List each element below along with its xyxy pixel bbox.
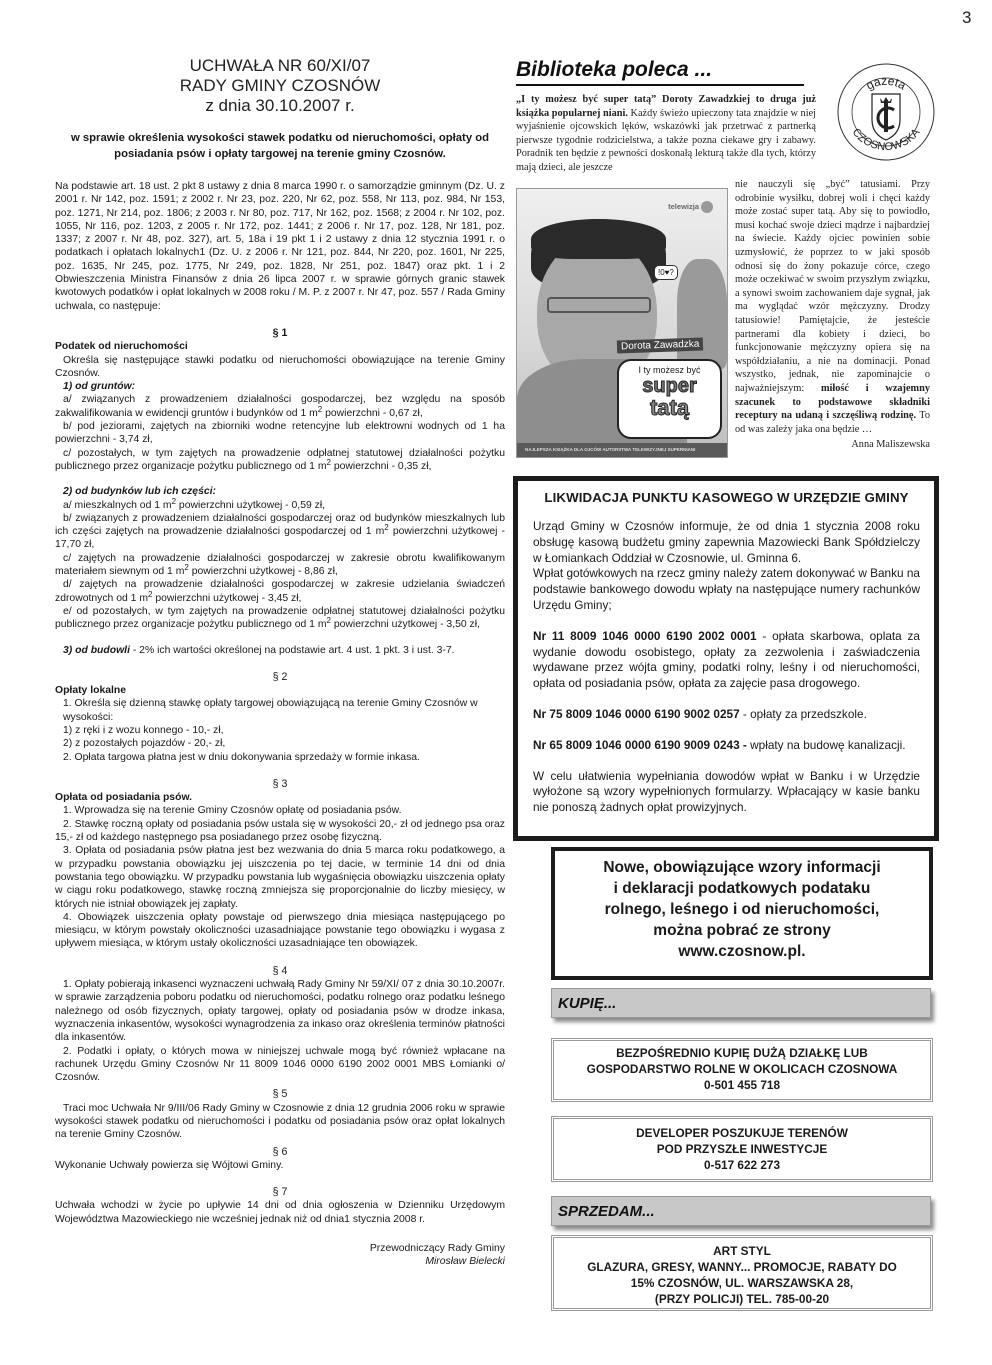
rate-value: powierzchni użytkowej - 17,70 zł, [55,526,505,551]
paragraph-sign: § 3 [272,777,288,790]
account-desc: - opłata skarbowa, oplata za wydanie dowodu osobistego, opłaty za zezwolenia i zaświadczenia wydawane przez wójta gminy, podatki rolny, leśny i od nieruchomości, opłata od posiadania psów, opłata za zajęcie pasa drogowego. [533,628,920,691]
gazeta-czosnowska-logo [836,62,936,162]
resolution-article [55,56,505,1269]
section-heading: Opłaty lokalne [55,685,127,697]
library-lead-text: Każdy świeżo upieczony tata znajdzie w niej wyjaśnienie ojcowskich lęków, wskazówki jak przetrwać z partnerką pierwsze tygodnie rodzicielstwa, a także pozna ciekawe gry i zabawy. Poradnik ten będzie z pewności doskonałą lekturą także dla tych, którzy mają dzieci, ale jeszcze [516,107,816,173]
cover-glasses [547,297,651,313]
section-line: 1. Opłaty pobierają inkasenci wyznaczeni uchwałą Rady Gminy Nr 59/XI/ 07 z dnia 30.10.2007r. w sprawie zarządzenia poboru podatku od nieruchomości, podatku rolnego oraz podatku leśnego należnego od osób fizycznych, opłaty targowej, opłaty od posiadania psów w drodze inkasa, wyznaczenia inkasentów, wysokości wynagrodzenia za inkaso oraz określenia terminów płatności dla inkasentów. [55,979,505,1044]
ad-line: GLAZURA, GRESY, WANNY... PROMOCJE, RABATY DO [587,1260,897,1274]
cover-father [677,259,727,369]
cover-title-bubble [617,359,722,439]
forms-line: rolnego, leśnego i od nieruchomości, [604,901,880,918]
paragraph-sign: § 1 [272,326,288,339]
cover-title-line: super [642,375,697,397]
logo-bottom-text: CZOSNOWSKA [849,126,923,154]
section-line: 1. Określa się dzienną stawkę opłaty targowej obowiązującą na terenie Gminy Czosnów w wysokości: [63,698,478,723]
rate-item [55,578,505,605]
account-item [533,629,920,692]
ad-line: 15% CZOSNÓW, UL. WARSZAWSKA 28, [630,1276,854,1290]
channel-name: telewizja [668,201,699,211]
title-line: z dnia 30.10.2007 r. [205,96,355,115]
account-item [533,707,920,723]
rate-text: b/ związanych z prowadzeniem działalności gospodarczej oraz od budynków mieszkalnych lub ich części zajętych na prowadzenie działalności gospodarczej od 1 m [55,512,505,538]
budynki-list [55,496,505,632]
grunty-list [55,393,505,473]
sell-section-header: SPRZEDAM... [551,1196,931,1226]
ad-phone: 0-517 622 273 [703,1158,781,1172]
forms-line: Nowe, obowiązujące wzory informacji [603,859,881,876]
library-text-top [516,93,816,175]
section-heading: Opłata od posiadania psów. [55,792,193,804]
library-lead-bold: „I ty możesz być super tatą” Doroty Zawadzkiej to druga już książka popularnej niani. [516,94,816,119]
signature-role: Przewodniczący Rady Gminy [369,1243,505,1255]
subsection-heading: 1) od gruntów: [63,381,136,393]
ad-phone: 0-501 455 718 [703,1078,781,1092]
account-item [533,738,920,754]
signature [55,1242,505,1269]
rate-text: c/ zajętych na prowadzenie działalności gospodarczej w zakresie obrotu kwalifikowanym materiałem siewnym od 1 m [55,552,505,578]
rate-text: a/ mieszkalnych od 1 m [63,499,172,511]
rate-item [55,552,505,579]
notice-paragraph: Urząd Gminy w Czosnów informuje, że od dnia 1 stycznia 2008 roku obsługę kasową budżetu gminy zapewnia Mazowiecki Bank Spółdzielczy w Łomiankach Oddział w Czosnowie, ul. Gminna 6. [533,519,920,565]
superscript: 2 [326,457,331,467]
ad-line: BEZPOŚREDNIO KUPIĘ DUŻĄ DZIAŁKĘ LUB [616,1046,868,1060]
cover-author: Dorota Zawadzka [617,337,704,353]
title-line: RADY GMINY CZOSNÓW [179,76,381,95]
section-line: 2. Opłata targowa płatna jest w dniu dokonywania sprzedaży w formie inkasa. [63,751,420,763]
ad-line: DEVELOPER POSZUKUJE TERENÓW [636,1126,848,1140]
ad-line: POD PRZYSZŁE INWESTYCJE [656,1142,828,1156]
superscript: 2 [384,523,389,533]
notice-paragraph: Wpłat gotówkowych na rzecz gminy należy zatem dokonywać w Banku na podstawie bankowego dowodu wpłaty na następujące numery rachunków Urzędu Gminy; [533,566,920,612]
paragraph-sign: § 2 [272,670,288,683]
section-line: 3. Opłata od posiadania psów płatna jest bez wezwania do dnia 5 marca roku podatkowego, a w przypadku powstania obowiązku jej uiszczenia po tej dacie, w terminie 14 dni od dnia powstania tego obowiązku. W przypadku powstania lub wygaśnięcia obowiązku uiszczenia opłaty w ciągu roku podatkowego, stawkę roczną zmniejsza się proporcjonalnie do liczby miesięcy, w których nie istniał obowiązek jej zapłaty. [55,845,505,910]
classified-ad [551,1038,933,1102]
cash-office-notice [513,476,939,841]
forms-line: i deklaracji podatkowych podataku [613,880,871,897]
rate-value: powierzchni użytkowej - 3,45 zł, [152,592,302,604]
resolution-subject: w sprawie określenia wysokości stawek podatku od nieruchomości, opłaty od posiadania psów i opłaty targowej na terenie gminy Czosnów. [70,132,490,160]
budowle-heading: 3) od budowli [63,644,130,656]
library-heading: Biblioteka poleca ... [516,58,804,86]
logo-column-icon [884,102,888,132]
signature-name: Mirosław Bielecki [425,1256,505,1268]
budowle-item [55,644,505,657]
library-text-continued [735,178,930,452]
account-number: Nr 11 8009 1046 0000 6190 2002 0001 [533,628,757,643]
rate-text: e/ od pozostałych, w tym zajętych na prowadzenie odpłatnej statutowej działalności pożytku publicznego przez organizacje pożytku publicznego od 1 m [55,605,505,631]
subsection-heading: 2) od budynków lub ich części: [63,486,216,498]
rate-item [55,447,505,474]
section-line: 2) z pozostałych pojazdów - 20,- zł, [63,738,226,750]
rate-value: powierzchni - 0,35 zł, [330,460,432,472]
rate-item [55,393,505,420]
section-line: 2. Stawkę roczną opłaty od posiadania psów ustala się w wysokości 20,- zł od jednego psa oraz 15,- zł od każdego następnego psa posiadanego przez osobę fizyczną. [55,818,505,844]
rate-value: powierzchni użytkowej - 8,86 zł, [188,566,338,578]
library-cont-tail: To od was zależy jaka ona będzie … [735,410,930,435]
page-number: 3 [962,8,972,27]
book-cover-image [516,188,728,458]
section-text: Traci moc Uchwała Nr 9/III/06 Rady Gminy w Czosnowie z dnia 12 grudnia 2006 roku w sprawie wysokości stawek podatku od nieruchomości i podatku od posiadania psów oraz opłat lokalnych na terenie Gminy Czosnów. [55,1102,505,1141]
rate-value: powierzchni użytkowej - 0,59 zł, [176,499,326,511]
rate-value: powierzchni - 0,67 zł, [322,407,423,419]
account-desc: - opłaty za przedszkole. [739,706,867,721]
resolution-intro: Na podstawie art. 18 ust. 2 pkt 8 ustawy z dnia 8 marca 1990 r. o samorządzie gminnym (Dz. U. z 2001 r. Nr 142, poz. 1591; z 2002 r. Nr 23, poz. 220, Nr 62, poz. 558, Nr 113, poz. 984, Nr 153, poz. 1271, Nr 214, poz. 1806; z 2003 r. Nr 80, poz. 717, Nr 162, poz. 1568; z 2004 r. Nr 102, poz. 1055, Nr 116, poz. 1203, z 2005 r. Nr 172, poz. 1441; z 2006 r. Nr 17, poz. 128, Nr 181, poz. 1337; z 2007 r. Nr 48, poz. 327), art. 5, 18a i 19 pkt 1 i 2 ustawy z dnia 12 stycznia 1991 r. o podatkach i opłatach lokalnych1 (Dz. U. z 2006 r. Nr 121, poz. 844, Nr 220, poz. 1601, Nr 225, poz. 1635, Nr 245, poz. 1775, Nr 249, poz. 1828, Nr 251, poz. 1847) oraz pkt. 1 i 2 Obwieszczenia Ministra Finansów z dnia 26 lipca 2007 r. w sprawie górnych granic stawek kwotowych podatków i opłat lokalnych w 2008 roku / M. P. z 2007 r. Nr 47, poz. 557 / Rada Gminy uchwala, co następuje: [55,181,505,312]
account-desc: wpłaty na budowę kanalizacji. [746,737,906,752]
section-heading: Podatek od nieruchomości [55,341,188,353]
section-line: 1) z ręki i z wozu konnego - 10,- zł, [63,724,224,736]
ad-title: ART STYL [713,1244,771,1258]
forms-line: można pobrać ze strony [653,922,831,939]
title-line: UCHWAŁA NR 60/XI/07 [189,56,371,75]
superscript: 2 [147,589,153,599]
rate-value: powierzchni użytkowej - 3,50 zł, [330,619,480,631]
section-text: Wykonanie Uchwały powierza się Wójtowi Gminy. [55,1159,284,1171]
forms-website-link[interactable]: www.czosnow.pl. [678,943,806,960]
ad-line: (PRZY POLICJI) TEL. 785-00-20 [654,1292,830,1306]
paragraph-sign: § 7 [272,1186,288,1199]
budowle-text: - 2% ich wartości określonej na podstawie art. 4 ust. 1 pkt. 3 i ust. 3-7. [129,644,455,656]
classified-ad [551,1116,933,1182]
rate-item [55,512,505,552]
logo-crown-icon [880,97,892,103]
section-line: 2. Podatki i opłaty, o których mowa w niniejszej uchwale mogą być również wpłacane na rachunek Urzędu Gminy Czosnów Nr 11 8009 1046 0000 6190 2002 0001 MBS Łomianki o/ Czosnów. [55,1045,505,1084]
cover-channel-logo [668,201,713,213]
buy-section-header: KUPIĘ... [551,988,931,1018]
superscript: 2 [184,563,189,573]
classified-ad [551,1235,933,1311]
cover-title-line: tatą [649,395,690,420]
account-number: Nr 75 8009 1046 0000 6190 9002 0257 [533,706,740,721]
paragraph-sign: § 4 [272,964,288,977]
rate-text: a/ związanych z prowadzeniem działalności gospodarczej, bez względu na sposób zakwalifikowania w ewidencji gruntów i budynków od 1 m [55,394,505,419]
ad-line: GOSPODARSTWO ROLNE W OKOLICACH CZOSNOWA [586,1062,898,1076]
superscript: 2 [317,404,323,414]
resolution-title [55,56,505,116]
cover-strip: NAJLEPSZA KSIĄŻKA DLA OJCÓW AUTORSTWA TELEWIZYJNEJ SUPERNIANI [517,443,727,457]
cover-speech-bubble: !0♥? [654,265,678,280]
paragraph-sign: § 5 [272,1088,288,1101]
cover-hair-top [531,219,666,259]
tax-forms-notice [551,847,933,980]
section-line: 1. Wprowadza się na terenie Gminy Czosnów opłatę od posiadania psów. [63,805,402,817]
section-text: Uchwała wchodzi w życie po upływie 14 dni od dnia ogłoszenia w Dzienniku Urzędowym Województwa Mazowieckiego nie wcześniej jednak niż od dnia1 stycznia 2008 r. [55,1200,505,1225]
section-lead: Określa się następujące stawki podatku od nieruchomości obowiązujące na terenie Gminy Czosnów. [55,354,505,379]
paragraph-sign: § 6 [272,1145,288,1158]
channel-dot-icon [701,201,713,213]
cover-title-line: I ty możesz być [638,365,701,375]
library-cont-text: nie nauczyli się „być” tatusiami. Przy odrobinie wysiłku, dobrej woli i chęci każdy może zostać super tatą. Aby się to powiodło, musi kochać swoje dzieci mądrze i najbardziej na świecie. Każdy ojciec powinien sobie uzmysłowić, że poprzez to w jaki sposób odnosi się do żony pokazuje córce, czego może oczekiwać w swoim przyszłym związku, a synowi swoim zachowaniem daje sygnał, jak ma wyglądać wzór mężczyzny. Drodzy tatusiowie! Pamiętajcie, że jesteście partnerami dla kobiety i dzieci, bo funkcjonowanie mężczyzny opiera się na współdziałaniu, a nie na dominacji. Ponad wszystko, jednak, nie zapominajcie o najważniejszym: [735,179,930,394]
library-cont-bold: miłość i wzajemny szacunek to podstawowe składniki receptury na udaną i szczęśliwą rodzinę. [735,382,930,422]
notice-paragraph: W celu ułatwienia wypełniania dowodów wpłat w Banku i w Urzędzie wyłożone są wzory wypełnionych formularzy. Wpłacający w kasie banku nie ponoszą żadnych opłat prowizyjnych. [533,768,920,815]
rate-text: c/ pozostałych, w tym zajętych na prowadzenie odpłatnej statutowej działalności pożytku publicznego przez organizacje pożytku publicznego od 1 m [55,447,505,472]
rate-item [55,420,505,447]
section-line: 4. Obowiązek uiszczenia opłaty powstaje od pierwszego dnia miesiąca następującego po miesiącu, w którym powstały okoliczności uzasadniające powstanie tego obowiązku i wygasa z upływem miesiąca, w którym ustały okoliczności uzasadniające ten obowiązek. [55,911,505,950]
account-number: Nr 65 8009 1046 0000 6190 9009 0243 - [533,737,747,752]
rate-text: b/ pod jeziorami, zajętych na zbiorniki wodne retencyjne lub elektrowni wodnych od 1 ha powierzchni - 3,74 zł, [55,421,505,446]
rate-item [55,605,505,632]
superscript: 2 [326,616,331,626]
rate-item [55,496,505,512]
library-author: Anna Maliszewska [851,439,930,451]
superscript: 2 [171,496,177,506]
logo-top-text: gazeta [863,73,909,93]
notice-title: LIKWIDACJA PUNKTU KASOWEGO W URZĘDZIE GMINY [544,490,909,505]
rate-text: d/ zajętych na prowadzenie działalności gospodarczej w zakresie udzielania świadczeń zdrowotnych od 1 m [55,579,505,604]
